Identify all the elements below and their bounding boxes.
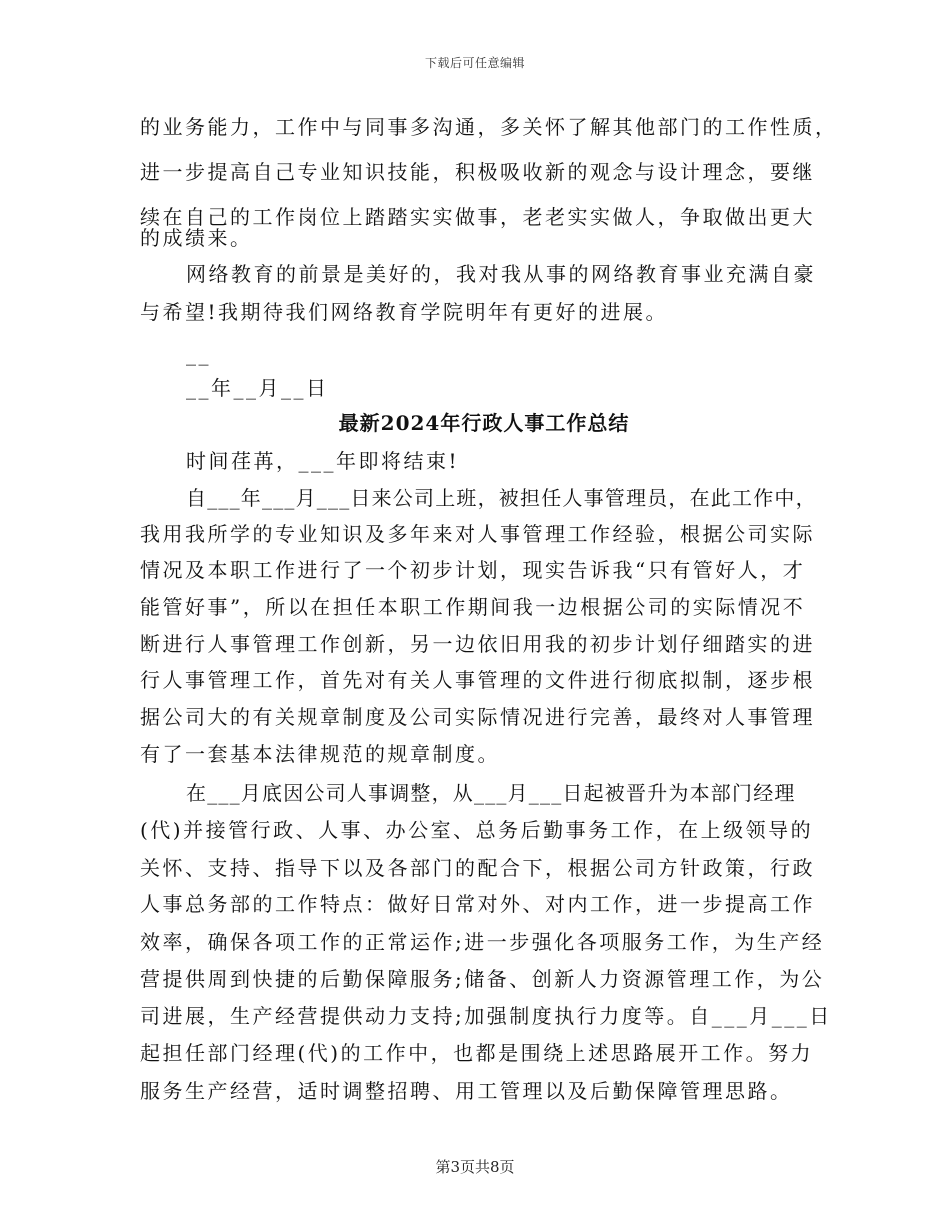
paragraph-line: 能管好事”，所以在担任本职工作期间我一边根据公司的实际情况不 (140, 595, 806, 619)
page-header: 下载后可任意编辑 (424, 56, 525, 70)
paragraph-line: (代)并接管行政、人事、办公室、总务后勤事务工作，在上级领导的 (140, 818, 814, 842)
paragraph-line: 效率，确保各项工作的正常运作;进一步强化各项服务工作，为生产经 (140, 930, 825, 954)
paragraph-line: 自___年___月___日来公司上班，被担任人事管理员，在此工作中， (186, 486, 817, 510)
paragraph-line: 人事总务部的工作特点：做好日常对外、对内工作，进一步提高工作 (140, 892, 815, 916)
paragraph-line: 与希望!我期待我们网络教育学院明年有更好的进展。 (140, 300, 669, 324)
paragraph-line: 起担任部门经理(代)的工作中，也都是围绕上述思路展开工作。努力 (140, 1041, 814, 1065)
paragraph-line: 司进展，生产经营提供动力支持;加强制度执行力度等。自___月___日 (140, 1004, 832, 1028)
paragraph-line: 断进行人事管理工作创新，另一边依旧用我的初步计划仔细踏实的进 (140, 632, 815, 656)
signature-blank: __ (186, 342, 211, 366)
date-line: __年__月__日 (186, 376, 329, 400)
paragraph-line: 的业务能力，工作中与同事多沟通，多关怀了解其他部门的工作性质， (140, 115, 838, 139)
paragraph-line: 的成绩来。 (140, 226, 253, 250)
paragraph-line: 据公司大的有关规章制度及公司实际情况进行完善，最终对人事管理 (140, 705, 815, 729)
paragraph-line: 营提供周到快捷的后勤保障服务;储备、创新人力资源管理工作，为公 (140, 967, 825, 991)
section-title: 最新2024年行政人事工作总结 (338, 411, 630, 435)
paragraph-line: 时间荏苒，___年即将结束! (186, 449, 460, 473)
paragraph-line: 网络教育的前景是美好的，我对我从事的网络教育事业充满自豪 (186, 262, 816, 286)
paragraph-line: 进一步提高自己专业知识技能，积极吸收新的观念与设计理念，要继 (140, 160, 815, 184)
paragraph-line: 服务生产经营，适时调整招聘、用工管理以及后勤保障管理思路。 (140, 1079, 793, 1103)
paragraph-line: 有了一套基本法律规范的规章制度。 (140, 742, 500, 766)
paragraph-line: 我用我所学的专业知识及多年来对人事管理工作经验，根据公司实际 (140, 522, 815, 546)
paragraph-line: 续在自己的工作岗位上踏踏实实做事，老老实实做人，争取做出更大 (140, 205, 815, 229)
paragraph-line: 关怀、支持、指导下以及各部门的配合下，根据公司方针政策，行政 (140, 856, 815, 880)
paragraph-line: 在___月底因公司人事调整，从___月___日起被晋升为本部门经理 (186, 781, 796, 805)
paragraph-line: 情况及本职工作进行了一个初步计划，现实告诉我“只有管好人，才 (140, 558, 806, 582)
paragraph-line: 行人事管理工作，首先对有关人事管理的文件进行彻底拟制，逐步根 (140, 668, 815, 692)
page-footer: 第3页共8页 (435, 1158, 515, 1176)
